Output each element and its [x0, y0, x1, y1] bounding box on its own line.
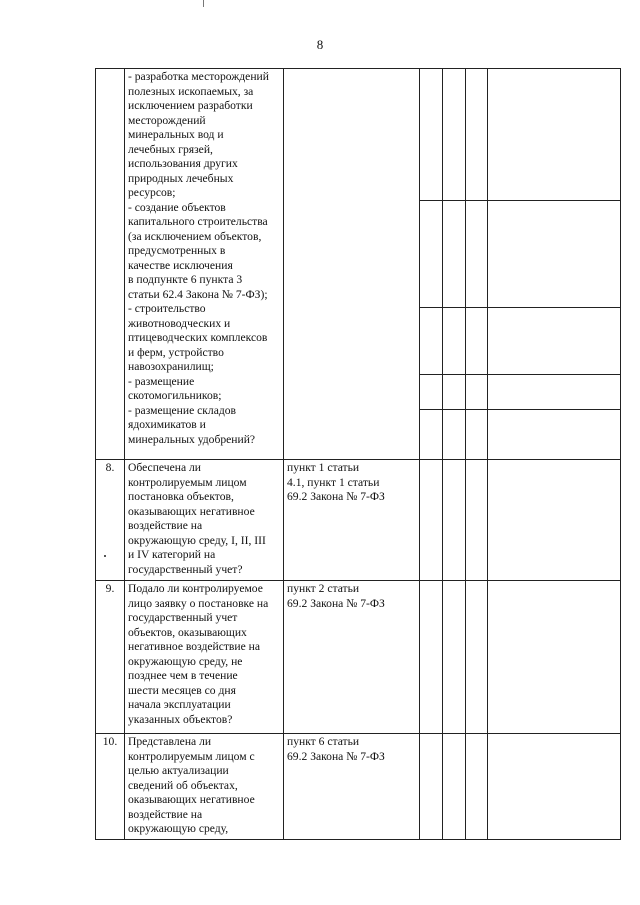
answer-na-cell [466, 375, 488, 410]
scan-mark [203, 0, 204, 7]
question-cell: Представлена ли контролируемым лицом с целью актуализации сведений об объектах, оказывающих негативное воздействие на окружающую среду, [125, 734, 284, 840]
note-cell [488, 308, 621, 375]
answer-yes-cell [420, 69, 443, 201]
question-text [128, 70, 281, 447]
reference-cell: пункт 1 статьи 4.1, пункт 1 статьи 69.2 Закона № 7-ФЗ [284, 460, 420, 581]
answer-yes-cell [420, 375, 443, 410]
question-line: капитального строительства [128, 215, 268, 228]
question-line: скотомогильников; [128, 389, 222, 402]
question-cell: Обеспечена ли контролируемым лицом постановка объектов, оказывающих негативное воздействие на окружающую среду, I, II, III и IV категорий на государственный учет? [125, 460, 284, 581]
row-number: 9. [96, 581, 125, 734]
answer-na-cell [466, 69, 488, 201]
answer-yes-cell [420, 581, 443, 734]
table-row [96, 734, 621, 840]
row-number: 8. [96, 460, 125, 581]
answer-na-cell [466, 734, 488, 840]
note-cell [488, 69, 621, 201]
answer-yes-cell [420, 308, 443, 375]
answer-yes-cell [420, 410, 443, 460]
note-cell [488, 375, 621, 410]
question-cell: Подало ли контролируемое лицо заявку о постановке на государственный учет объектов, оказывающих негативное воздействие на окружающую среду, не позднее чем в течение шести месяцев со дня начала эксплуатации указанных объектов? [125, 581, 284, 734]
reference-cell: пункт 2 статьи 69.2 Закона № 7-ФЗ [284, 581, 420, 734]
answer-na-cell [466, 581, 488, 734]
answer-no-cell [443, 410, 466, 460]
question-line: ресурсов; [128, 186, 176, 199]
question-line: птицеводческих комплексов [128, 331, 268, 344]
question-line: природных лечебных [128, 171, 234, 185]
table-row [96, 581, 621, 734]
answer-no-cell [443, 375, 466, 410]
answer-no-cell [443, 581, 466, 734]
number-cell [96, 69, 125, 460]
question-line: в подпункте 6 пункта 3 [128, 273, 243, 286]
question-line: (за исключением объектов, [128, 229, 262, 243]
reference-cell [284, 69, 420, 460]
question-line: полезных ископаемых, за [128, 84, 254, 98]
question-line: предусмотренных в [128, 244, 226, 257]
answer-na-cell [466, 410, 488, 460]
answer-yes-cell [420, 460, 443, 581]
row-number: 10. [96, 734, 125, 840]
question-line: использования других [128, 157, 238, 170]
page-number: 8 [316, 37, 324, 52]
answer-no-cell [443, 308, 466, 375]
question-line: навозохранилищ; [128, 360, 214, 373]
question-line: месторождений [128, 113, 206, 127]
question-line: - создание объектов [128, 200, 226, 214]
note-cell [488, 410, 621, 460]
question-line: лечебных грязей, [128, 142, 213, 156]
answer-na-cell [466, 308, 488, 375]
answer-na-cell [466, 460, 488, 581]
question-line: - размещение складов [128, 403, 237, 417]
question-line: - строительство [128, 302, 206, 315]
note-cell [488, 734, 621, 840]
question-line: статьи 62.4 Закона № 7-ФЗ); [128, 287, 268, 301]
question-line: животноводческих и [128, 316, 231, 330]
note-cell [488, 201, 621, 308]
question-line: ядохимикатов и [128, 418, 206, 431]
answer-no-cell [443, 201, 466, 308]
note-cell [488, 460, 621, 581]
answer-yes-cell [420, 734, 443, 840]
table-row [96, 460, 621, 581]
checklist-table [95, 68, 621, 840]
question-line: и ферм, устройство [128, 345, 224, 359]
answer-no-cell [443, 460, 466, 581]
question-line: минеральных удобрений? [128, 432, 256, 446]
question-cell [125, 69, 284, 460]
answer-yes-cell [420, 201, 443, 308]
question-line: исключением разработки [128, 99, 253, 112]
question-line: - размещение [128, 374, 195, 388]
reference-cell: пункт 6 статьи 69.2 Закона № 7-ФЗ [284, 734, 420, 840]
answer-na-cell [466, 201, 488, 308]
question-line: - разработка месторождений [128, 70, 269, 83]
question-line: минеральных вод и [128, 128, 224, 141]
table-row-continued [96, 69, 621, 201]
answer-no-cell [443, 734, 466, 840]
note-cell [488, 581, 621, 734]
question-line: качестве исключения [128, 258, 233, 272]
answer-no-cell [443, 69, 466, 201]
